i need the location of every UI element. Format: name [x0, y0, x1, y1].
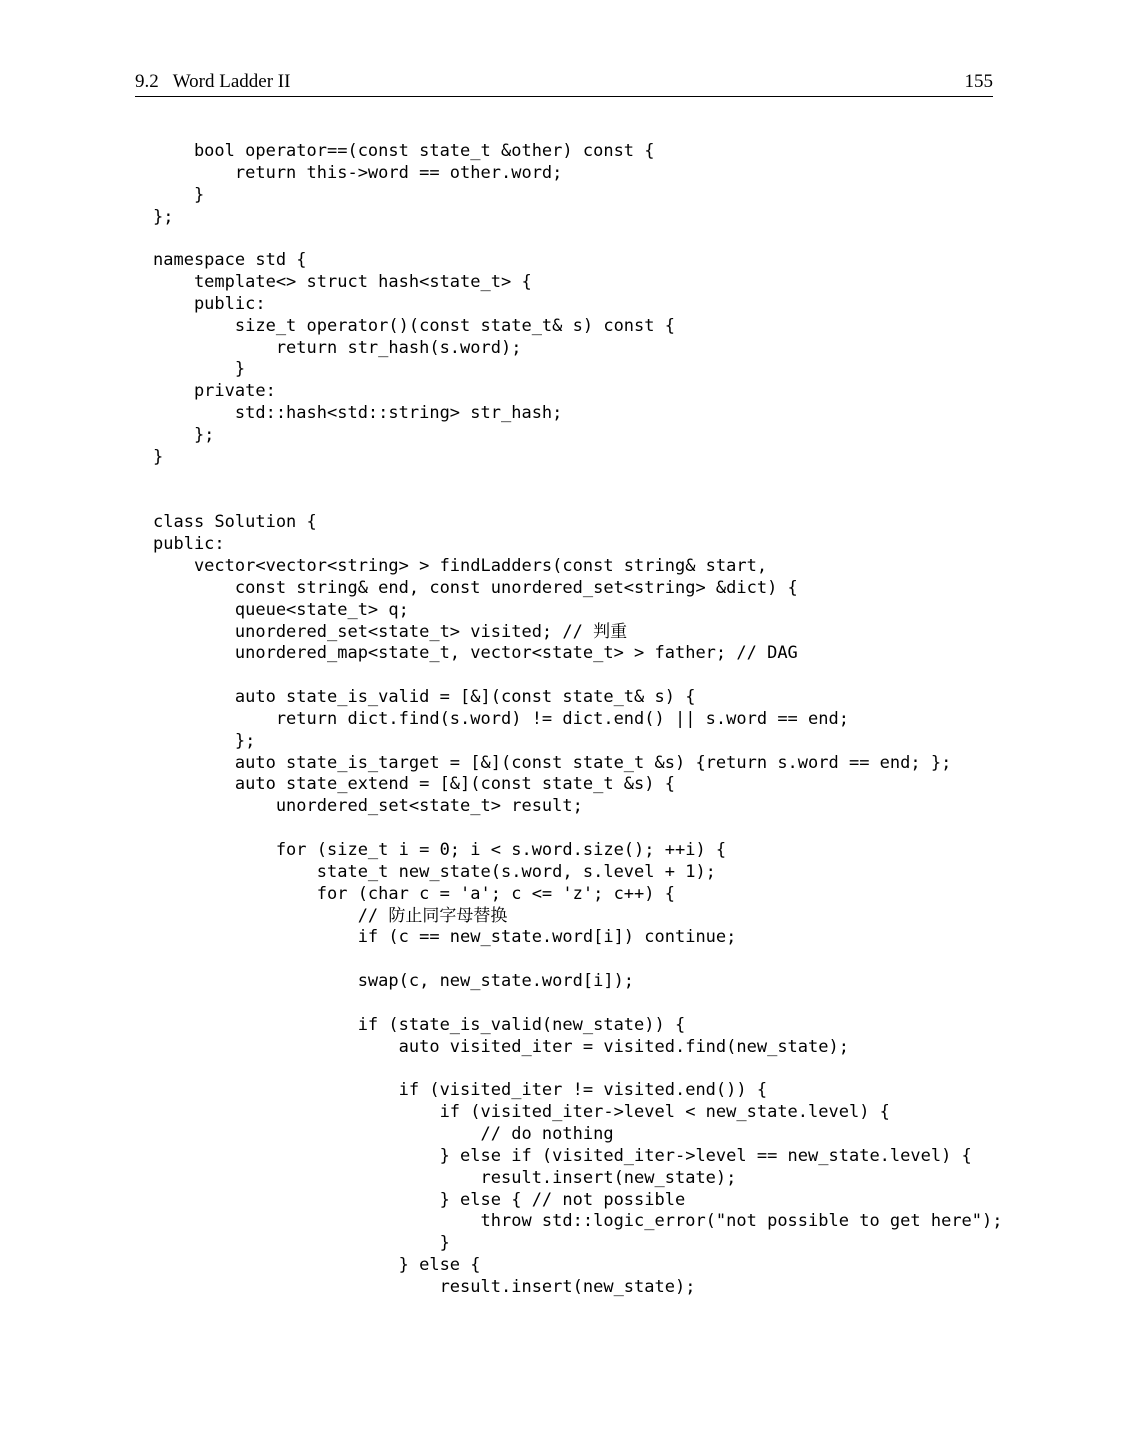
code-line: [153, 228, 1053, 250]
code-line: for (char c = 'a'; c <= 'z'; c++) {: [153, 883, 675, 904]
code-line: bool operator==(const state_t &other) const {: [153, 141, 655, 161]
code-line: };: [153, 730, 256, 751]
code-line: if (visited_iter != visited.end()) {: [153, 1080, 768, 1101]
code-line: result.insert(new_state);: [153, 1276, 696, 1297]
code-line: namespace std {: [153, 250, 307, 271]
section-title: Word Ladder II: [172, 71, 291, 92]
code-line: [153, 665, 1053, 687]
code-line: if (state_is_valid(new_state)) {: [153, 1014, 686, 1035]
code-line: std::hash<std::string> str_hash;: [153, 403, 563, 424]
code-line: private:: [153, 381, 276, 402]
code-line: class Solution {: [153, 512, 317, 533]
code-line: };: [153, 424, 215, 445]
code-line: unordered_set<state_t> visited; // 判重: [153, 621, 628, 642]
code-line: [153, 949, 1053, 971]
code-line: [153, 469, 1053, 491]
code-line: auto state_is_valid = [&](const state_t& s) {: [153, 687, 696, 708]
code-line: }: [153, 184, 205, 205]
code-line: if (visited_iter->level < new_state.level) {: [153, 1102, 890, 1123]
code-line: auto state_is_target = [&](const state_t &s) {return s.word == end; };: [153, 752, 952, 773]
code-line: for (size_t i = 0; i < s.word.size(); ++i) {: [153, 840, 727, 860]
code-line: const string& end, const unordered_set<string> &dict) {: [153, 577, 798, 598]
code-line: unordered_set<state_t> result;: [153, 796, 583, 817]
code-line: vector<vector<string> > findLadders(const string& start,: [153, 556, 768, 577]
code-line: };: [153, 206, 174, 227]
code-line: size_t operator()(const state_t& s) const {: [153, 315, 675, 336]
code-line: swap(c, new_state.word[i]);: [153, 971, 635, 992]
code-line: public:: [153, 534, 225, 555]
code-line: [153, 993, 1053, 1015]
code-line: return this->word == other.word;: [153, 162, 563, 183]
page-header: [135, 68, 993, 97]
code-line: auto state_extend = [&](const state_t &s) {: [153, 774, 675, 795]
code-line: result.insert(new_state);: [153, 1167, 737, 1188]
code-line: template<> struct hash<state_t> {: [153, 272, 532, 293]
section-number: 9.2: [135, 71, 159, 92]
code-line: [153, 1058, 1053, 1080]
code-line: }: [153, 446, 164, 467]
code-line: queue<state_t> q;: [153, 599, 409, 620]
code-line: return str_hash(s.word);: [153, 337, 522, 358]
code-line: if (c == new_state.word[i]) continue;: [153, 927, 737, 948]
code-listing: [153, 141, 1053, 1299]
code-line: // 防止同字母替换: [153, 905, 508, 926]
page-number: 155: [964, 71, 993, 92]
code-line: } else {: [153, 1255, 481, 1276]
code-line: }: [153, 1233, 450, 1254]
code-line: [153, 491, 1053, 513]
code-line: public:: [153, 293, 266, 314]
code-line: throw std::logic_error("not possible to get here");: [153, 1211, 1003, 1232]
code-line: }: [153, 359, 246, 380]
code-line: } else if (visited_iter->level == new_state.level) {: [153, 1145, 972, 1166]
code-line: // do nothing: [153, 1123, 614, 1144]
code-line: unordered_map<state_t, vector<state_t> > father; // DAG: [153, 643, 798, 664]
code-line: auto visited_iter = visited.find(new_state);: [153, 1036, 849, 1057]
code-line: [153, 818, 1053, 840]
code-line: return dict.find(s.word) != dict.end() || s.word == end;: [153, 708, 849, 729]
code-line: } else { // not possible: [153, 1189, 686, 1210]
running-head: [135, 71, 290, 93]
code-line: state_t new_state(s.word, s.level + 1);: [153, 861, 716, 882]
